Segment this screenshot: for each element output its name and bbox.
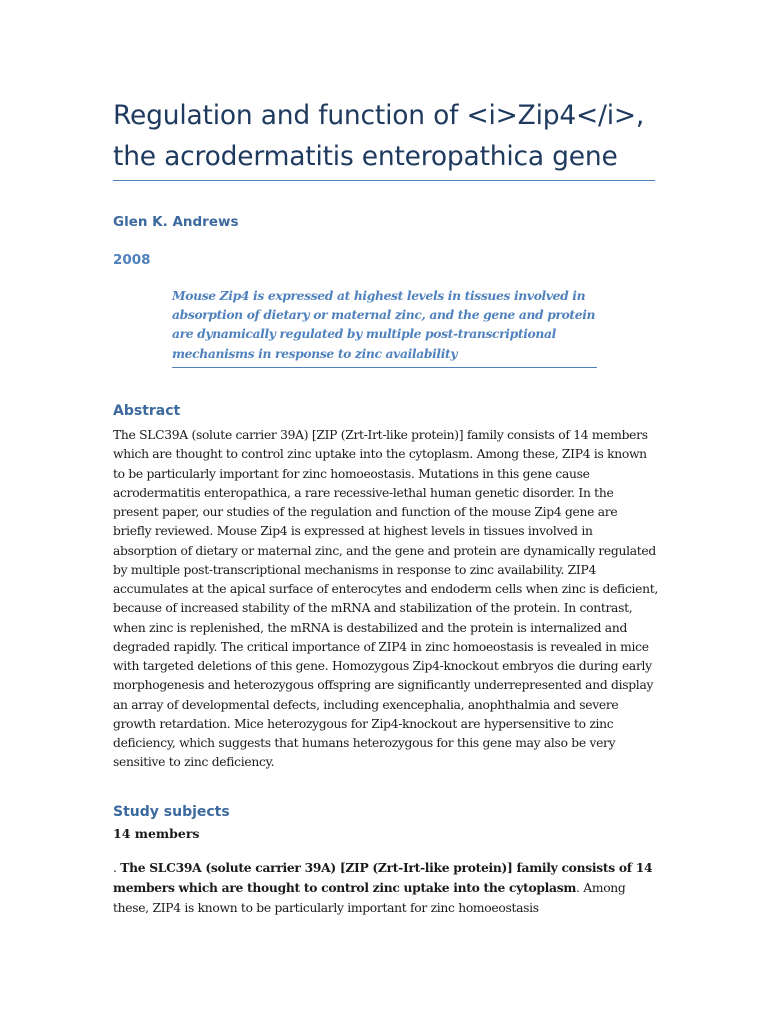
quote-divider <box>172 367 597 368</box>
study-subjects-count: 14 members <box>113 826 200 841</box>
excerpt-rest: . Among these, ZIP4 is known to be particularly important for zinc homoeostasis <box>113 881 626 915</box>
author-name: Glen K. Andrews <box>113 214 239 230</box>
highlight-quote: Mouse Zip4 is expressed at highest levels in tissues involved in absorption of dietary or maternal zinc, and the gene and protein are dynamically regulated by multiple post-transcriptional mechanisms in response to zinc availability <box>172 288 596 361</box>
study-subjects-excerpt <box>113 858 658 918</box>
abstract-heading: Abstract <box>113 403 181 419</box>
title-divider <box>113 180 655 181</box>
excerpt-bold: The SLC39A (solute carrier 39A) [ZIP (Zrt-Irt-like protein)] family consists of 14 members which are thought to control zinc uptake into the cytoplasm <box>113 860 653 896</box>
abstract-text: The SLC39A (solute carrier 39A) [ZIP (Zrt-Irt-like protein)] family consists of 14 members which are thought to control zinc uptake into the cytoplasm. Among these, ZIP4 is known to be particularly important for zinc homoeostasis. Mutations in this gene cause acrodermatitis enteropathica, a rare recessive-lethal human genetic disorder. In the present paper, our studies of the regulation and function of the mouse Zip4 gene are briefly reviewed. Mouse Zip4 is expressed at highest levels in tissues involved in absorption of dietary or maternal zinc, and the gene and protein are dynamically regulated by multiple post-transcriptional mechanisms in response to zinc availability. ZIP4 accumulates at the apical surface of enterocytes and endoderm cells when zinc is deficient, because of increased stability of the mRNA and stabilization of the protein. In contrast, when zinc is replenished, the mRNA is destabilized and the protein is internalized and degraded rapidly. The critical importance of ZIP4 in zinc homoeostasis is revealed in mice with targeted deletions of this gene. Homozygous Zip4-knockout embryos die during early morphogenesis and heterozygous offspring are significantly underrepresented and display an array of developmental defects, including exencephalia, anophthalmia and severe growth retardation. Mice heterozygous for Zip4-knockout are hypersensitive to zinc deficiency, which suggests that humans heterozygous for this gene may also be very sensitive to zinc deficiency. <box>113 428 659 770</box>
study-subjects-heading: Study subjects <box>113 804 230 820</box>
publication-year: 2008 <box>113 252 151 268</box>
excerpt-prefix: . <box>113 861 121 875</box>
document-title: Regulation and function of <i>Zip4</i>, the acrodermatitis enteropathica gene <box>113 100 645 172</box>
